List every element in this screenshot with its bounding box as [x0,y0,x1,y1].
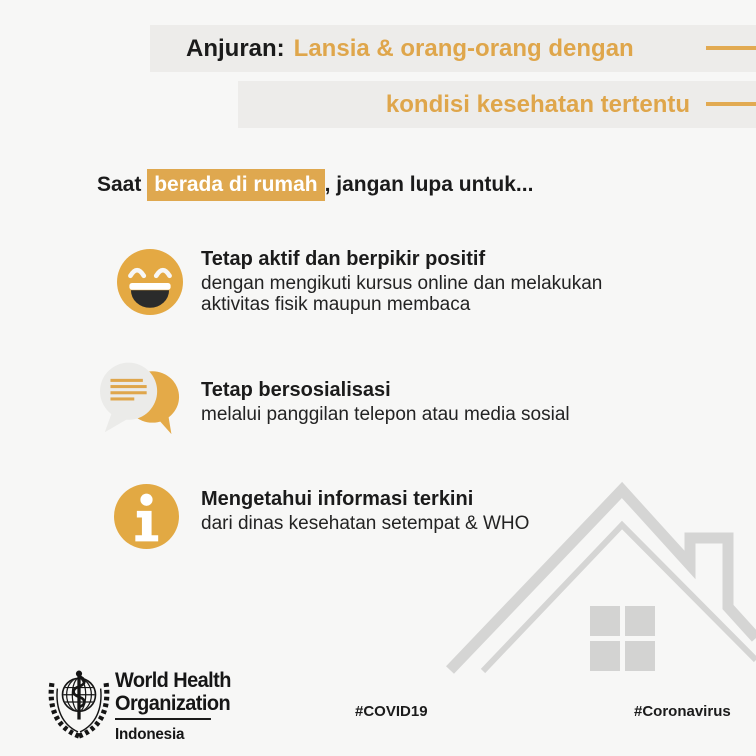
who-org-line2: Organization [115,692,231,715]
header-line2-gold-label: kondisi kesehatan tertentu [385,90,690,118]
gold-dash-decoration-1 [706,46,756,50]
who-logo-text [115,669,231,744]
intro-post-text: , jangan lupa untuk... [324,173,534,196]
window-panes [590,606,655,671]
info-icon [114,484,179,549]
speech-bubbles-icon [97,356,183,436]
advice-item [201,248,613,315]
hashtag-coronavirus: #Coronavirus [634,703,731,720]
advice-item-body: melalui panggilan telepon atau media sosial [201,404,570,425]
gold-dash-decoration-2 [706,102,756,106]
header-line1-gold-label: Lansia & orang-orang dengan [293,34,634,62]
header-bar-line2 [238,81,756,128]
who-logo-divider [115,718,211,720]
house-outline-graphic [446,478,756,690]
advice-item-title: Mengetahui informasi terkini [201,488,474,510]
hashtag-covid19: #COVID19 [355,703,428,720]
who-country-label: Indonesia [115,726,185,743]
who-emblem-icon [46,663,112,741]
intro-highlighted-text: berada di rumah [147,169,324,201]
advice-item [201,379,613,425]
who-org-line1: World Health [115,669,231,692]
advice-item-title: Tetap bersosialisasi [201,379,391,401]
advice-item-body: dengan mengikuti kursus online dan melakukan aktivitas fisik maupun membaca [201,273,603,315]
advice-item-title: Tetap aktif dan berpikir positif [201,248,486,270]
laughing-face-icon [117,249,183,315]
advice-item-body: dari dinas kesehatan setempat & WHO [201,513,530,534]
intro-sentence [97,170,533,200]
intro-pre-text: Saat [97,173,148,196]
header-bar-line1 [150,25,756,72]
header-prefix-label: Anjuran: [186,34,285,62]
